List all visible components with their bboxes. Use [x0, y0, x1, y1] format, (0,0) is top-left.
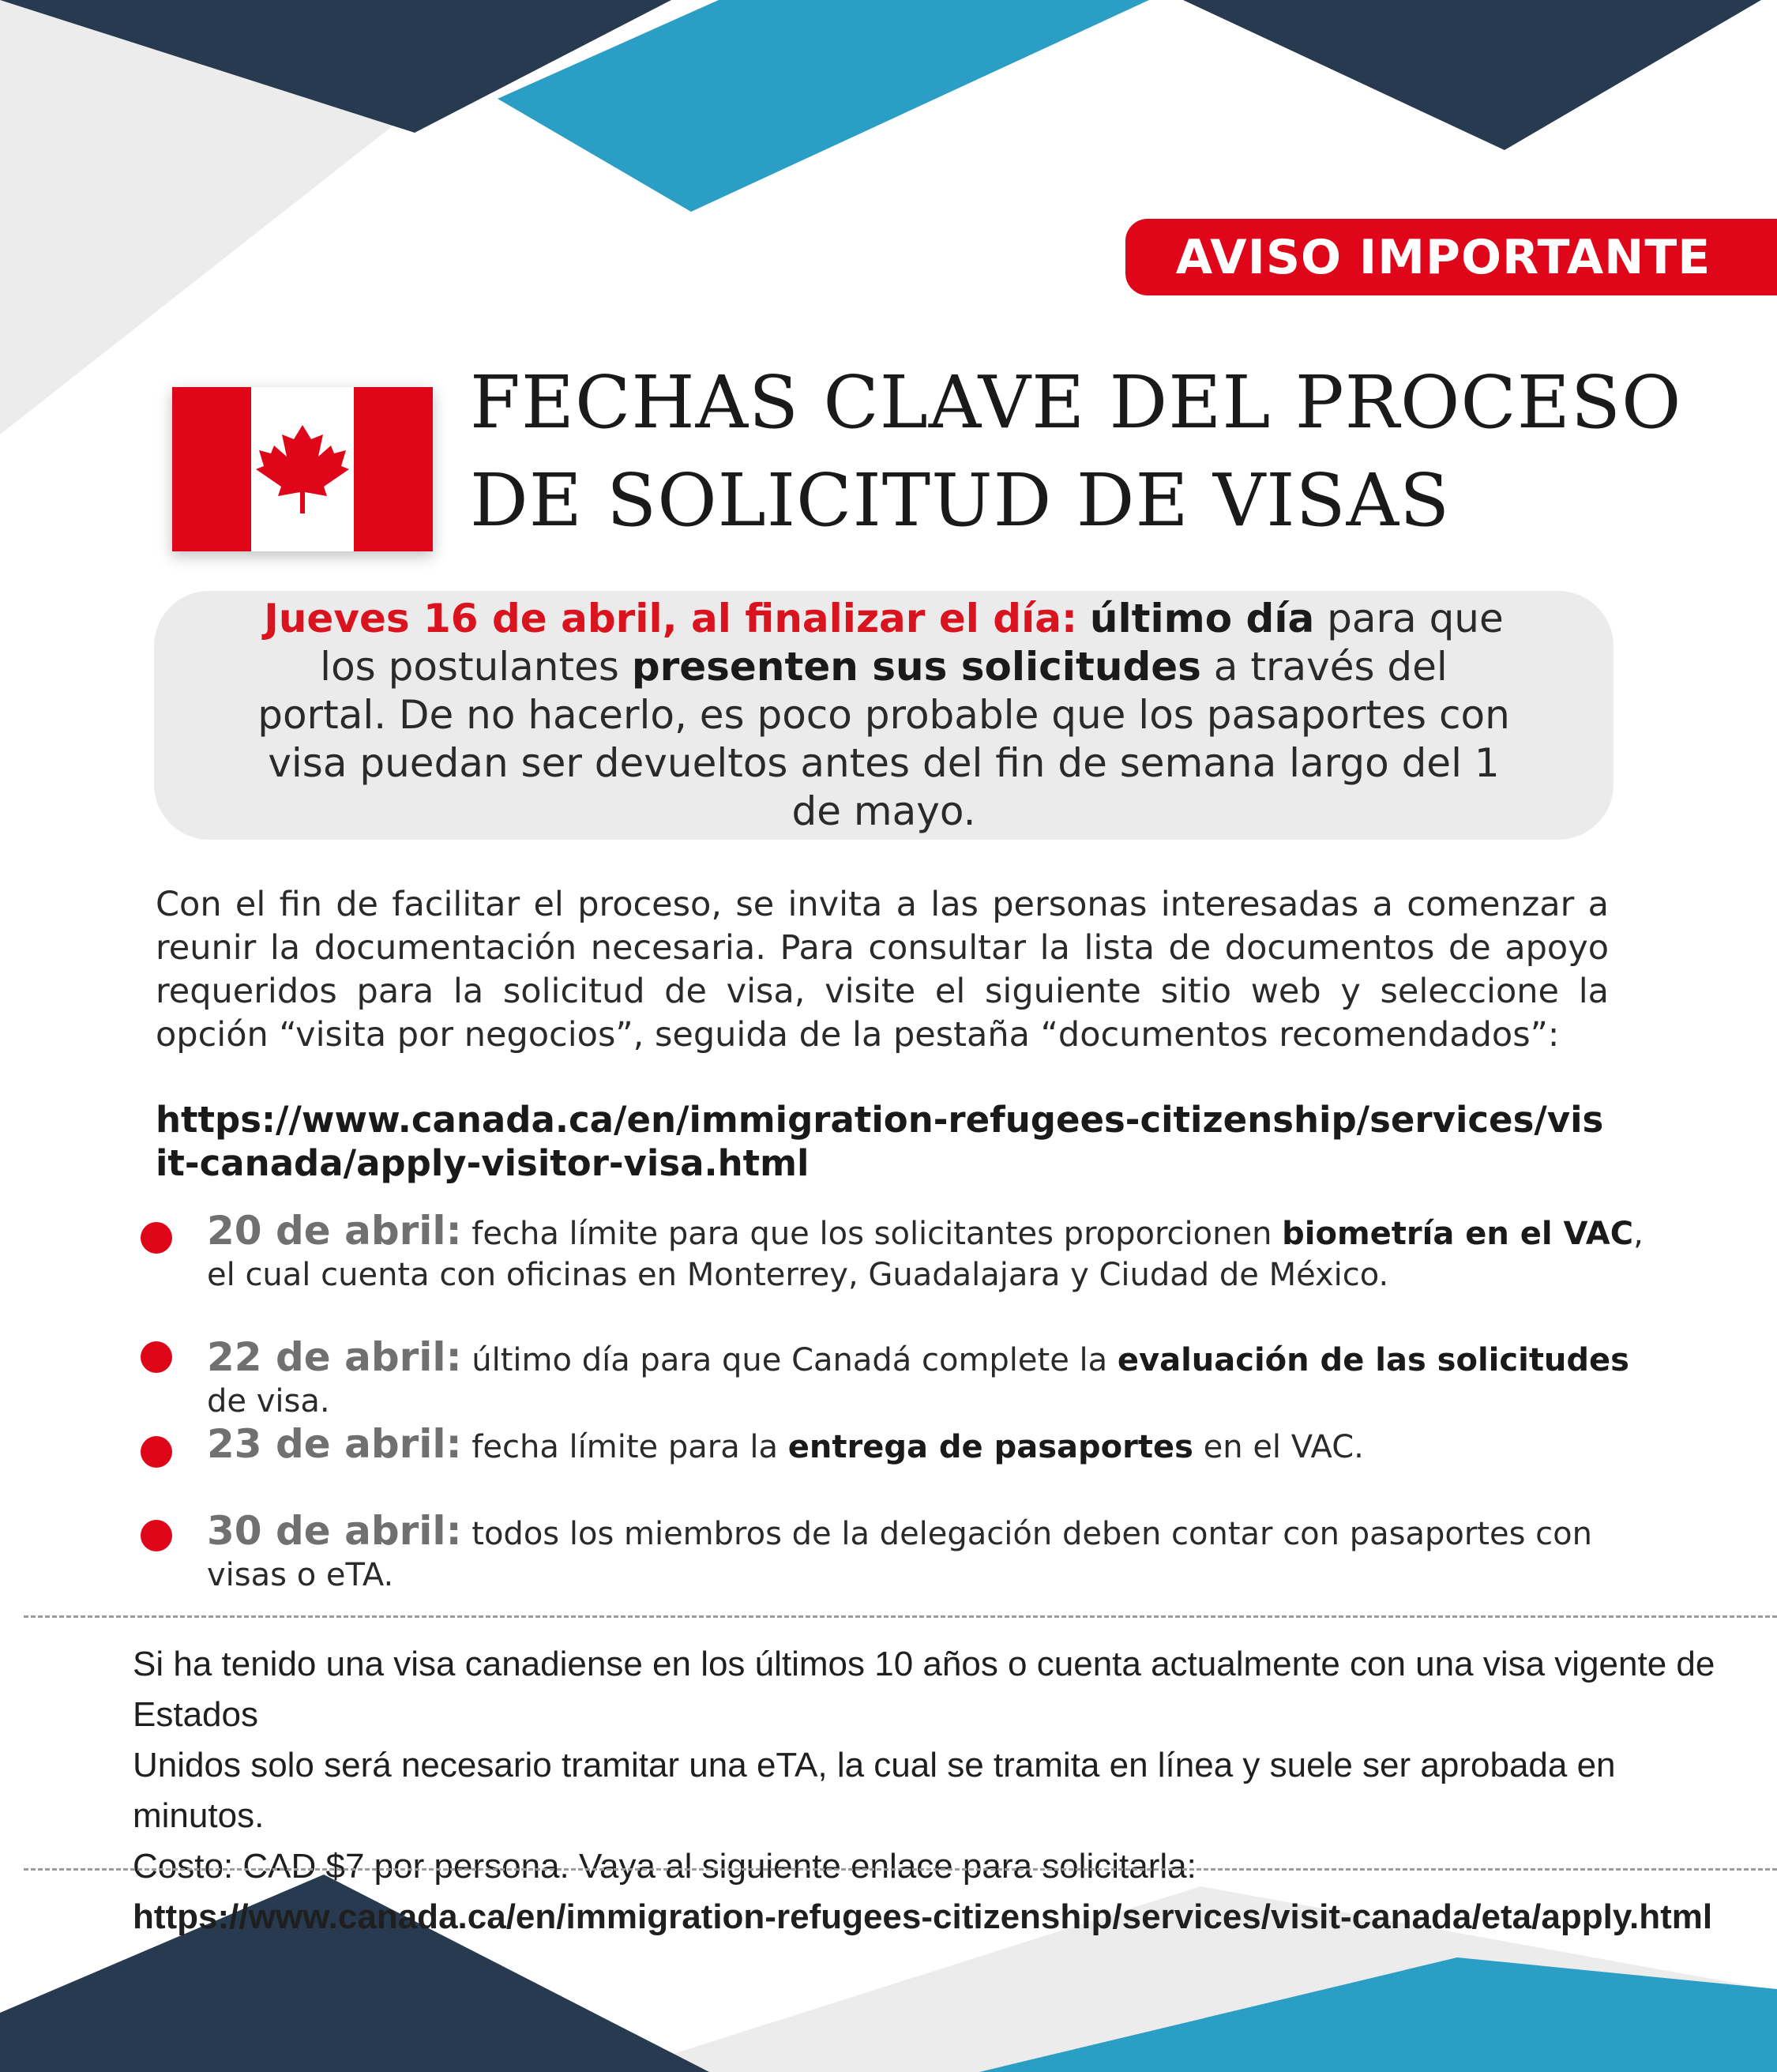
highlight-date: Jueves 16 de abril, al finalizar el día:: [264, 596, 1077, 641]
date-item-april-20: [207, 1210, 1644, 1295]
badge-label: AVISO IMPORTANTE: [1175, 229, 1711, 285]
bullet-icon: [141, 1436, 172, 1468]
eta-link[interactable]: https://www.canada.ca/en/immigration-refugees-citizenship/services/visit-canada/eta/apply.html: [133, 1897, 1713, 1936]
date-text: fecha límite para que los solicitantes proporcionen: [461, 1216, 1283, 1252]
eta-line-1: Si ha tenido una visa canadiense en los últimos 10 años o cuenta actualmente con una visa vigente de Estados: [133, 1645, 1715, 1734]
intro-text: Con el fin de facilitar el proceso, se invita a las personas interesadas a comenzar a reunir la documentación necesaria. Para consultar la lista de documentos de apoyo requeridos para la solicitud de visa, visite el siguiente sitio web y seleccione la opción “visita por negocios”, seguida de la pestaña “documentos recomendados”:: [156, 885, 1609, 1055]
date-bold: evaluación de las solicitudes: [1117, 1342, 1629, 1378]
eta-line-2: Unidos solo será necesario tramitar una eTA, la cual se tramita en línea y suele ser aprobada en minutos.: [133, 1746, 1616, 1835]
date-text: fecha límite para la: [461, 1429, 788, 1465]
highlight-text-3: a través del portal. De no hacerlo, es poco probable que los pasaportes con visa puedan ser devueltos antes del fin de semana largo del 1 de mayo.: [257, 644, 1510, 834]
divider-top: [24, 1615, 1777, 1618]
date-label: 22 de abril:: [207, 1334, 462, 1380]
date-label: 23 de abril:: [207, 1421, 462, 1467]
page-title: [470, 354, 1682, 550]
date-label: 30 de abril:: [207, 1508, 462, 1554]
visitor-visa-link[interactable]: https://www.canada.ca/en/immigration-refugees-citizenship/services/visit-canada/apply-visitor-visa.html: [156, 1099, 1604, 1184]
eta-line-3: Costo: CAD $7 por persona. Vaya al siguiente enlace para solicitarla:: [133, 1847, 1197, 1886]
divider-bottom: [24, 1868, 1777, 1871]
date-item-april-30: [207, 1510, 1644, 1596]
date-text-post: de visa.: [207, 1383, 330, 1420]
date-bold: biometría en el VAC: [1282, 1216, 1634, 1252]
bg-navy-shape-top-right: [1183, 0, 1761, 150]
date-label: 20 de abril:: [207, 1208, 462, 1254]
date-text-post: en el VAC.: [1193, 1429, 1364, 1465]
highlight-space: [1077, 596, 1090, 641]
bullet-icon: [141, 1520, 172, 1551]
eta-info: [133, 1639, 1752, 1942]
intro-paragraph: [156, 883, 1609, 1057]
bullet-icon: [141, 1222, 172, 1254]
highlight-bold-1: último día: [1089, 596, 1315, 641]
highlight-text-2: para que los postulantes: [320, 596, 1504, 690]
date-item-april-22: [207, 1334, 1644, 1422]
bullet-icon: [141, 1341, 172, 1373]
date-bold: entrega de pasaportes: [787, 1429, 1193, 1465]
date-item-april-23: [207, 1423, 1644, 1468]
date-text-post: , el cual cuenta con oficinas en Monterrey, Guadalajara y Ciudad de México.: [207, 1216, 1644, 1293]
canada-flag-icon: [172, 387, 433, 551]
highlight-text: [252, 595, 1516, 836]
deadline-highlight-box: [154, 591, 1614, 840]
title-line-2: DE SOLICITUD DE VISAS: [470, 458, 1451, 543]
important-notice-badge: [1125, 219, 1777, 295]
date-text: todos los miembros de la delegación deben contar con pasaportes con visas o eTA.: [207, 1516, 1592, 1593]
date-text: último día para que Canadá complete la: [461, 1342, 1118, 1378]
highlight-bold-2: presenten sus solicitudes: [631, 644, 1201, 690]
title-line-1: FECHAS CLAVE DEL PROCESO: [470, 360, 1682, 445]
